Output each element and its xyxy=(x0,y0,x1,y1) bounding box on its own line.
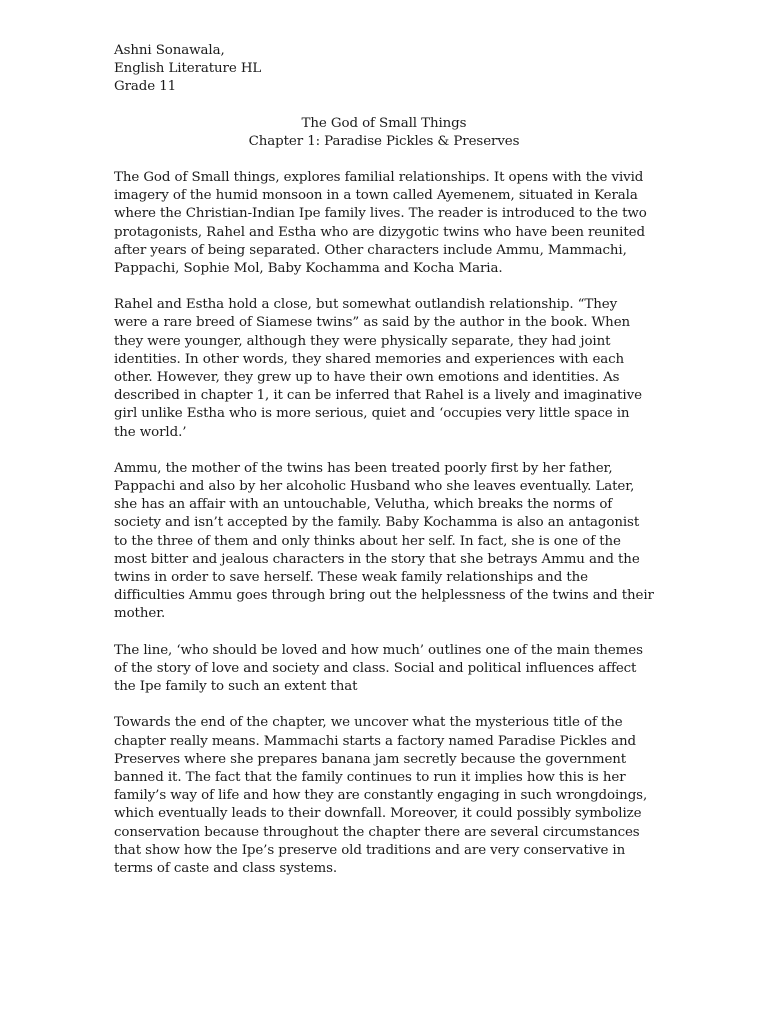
paragraph-1: The God of Small things, explores familial relationships. It opens with the vivid imagery of the humid monsoon in a town called Ayemenem, situated in Kerala where the Christian-Indian Ipe family lives. The reader is introduced to the two protagonists, Rahel and Estha who are dizygotic twins who have been reunited after years of being separated. Other characters include Ammu, Mammachi, Pappachi, Sophie Mol, Baby Kochamma and Kocha Maria. xyxy=(114,170,647,277)
document-body xyxy=(114,42,654,896)
grade-level: Grade 11 xyxy=(114,79,177,95)
course-name: English Literature HL xyxy=(114,61,262,77)
paragraph-2: Rahel and Estha hold a close, but somewhat outlandish relationship. “They were a rare breed of Siamese twins” as said by the author in the book. When they were younger, although they were physically separate, they had joint identities. In other words, they shared memories and experiences with each other. However, they grew up to have their own emotions and identities. As described in chapter 1, it can be inferred that Rahel is a lively and imaginative girl unlike Estha who is more serious, quiet and ‘occupies very little space in the world.’ xyxy=(114,297,642,440)
author-name: Ashni Sonawala, xyxy=(114,43,225,58)
paragraph-3: Ammu, the mother of the twins has been treated poorly first by her father, Pappachi and also by her alcoholic Husband who she leaves eventually. Later, she has an affair with an untouchable, Velutha, which breaks the norms of society and isn’t accepted by the family. Baby Kochamma is also an antagonist to the three of them and only thinks about her self. In fact, she is one of the most bitter and jealous characters in the story that she betrays Ammu and the twins in order to save herself. These weak family relationships and the difficulties Ammu goes through bring out the helplessness of the twins and their mother. xyxy=(114,460,654,622)
chapter-title: Chapter 1: Paradise Pickles & Preserves xyxy=(248,133,520,149)
essay-paragraphs xyxy=(114,169,654,878)
paragraph-5: Towards the end of the chapter, we uncover what the mysterious title of the chapter really means. Mammachi starts a factory named Paradise Pickles and Preserves where she prepares banana jam secretly because the government banned it. The fact that the family continues to run it implies how this is her family’s way of life and how they are constantly engaging in such wrongdoings, which eventually leads to their downfall. Moreover, it could possibly symbolize conservation because throughout the chapter there are several circumstances that show how the Ipe’s preserve old traditions and are very conservative in terms of caste and class systems. xyxy=(114,715,648,876)
paragraph-4: The line, ‘who should be loved and how much’ outlines one of the main themes of the story of love and society and class. Social and political influences affect the Ipe family to such an extent that xyxy=(114,642,643,695)
book-title: The God of Small Things xyxy=(301,115,467,131)
title-block xyxy=(114,115,654,151)
header-block xyxy=(114,42,654,97)
